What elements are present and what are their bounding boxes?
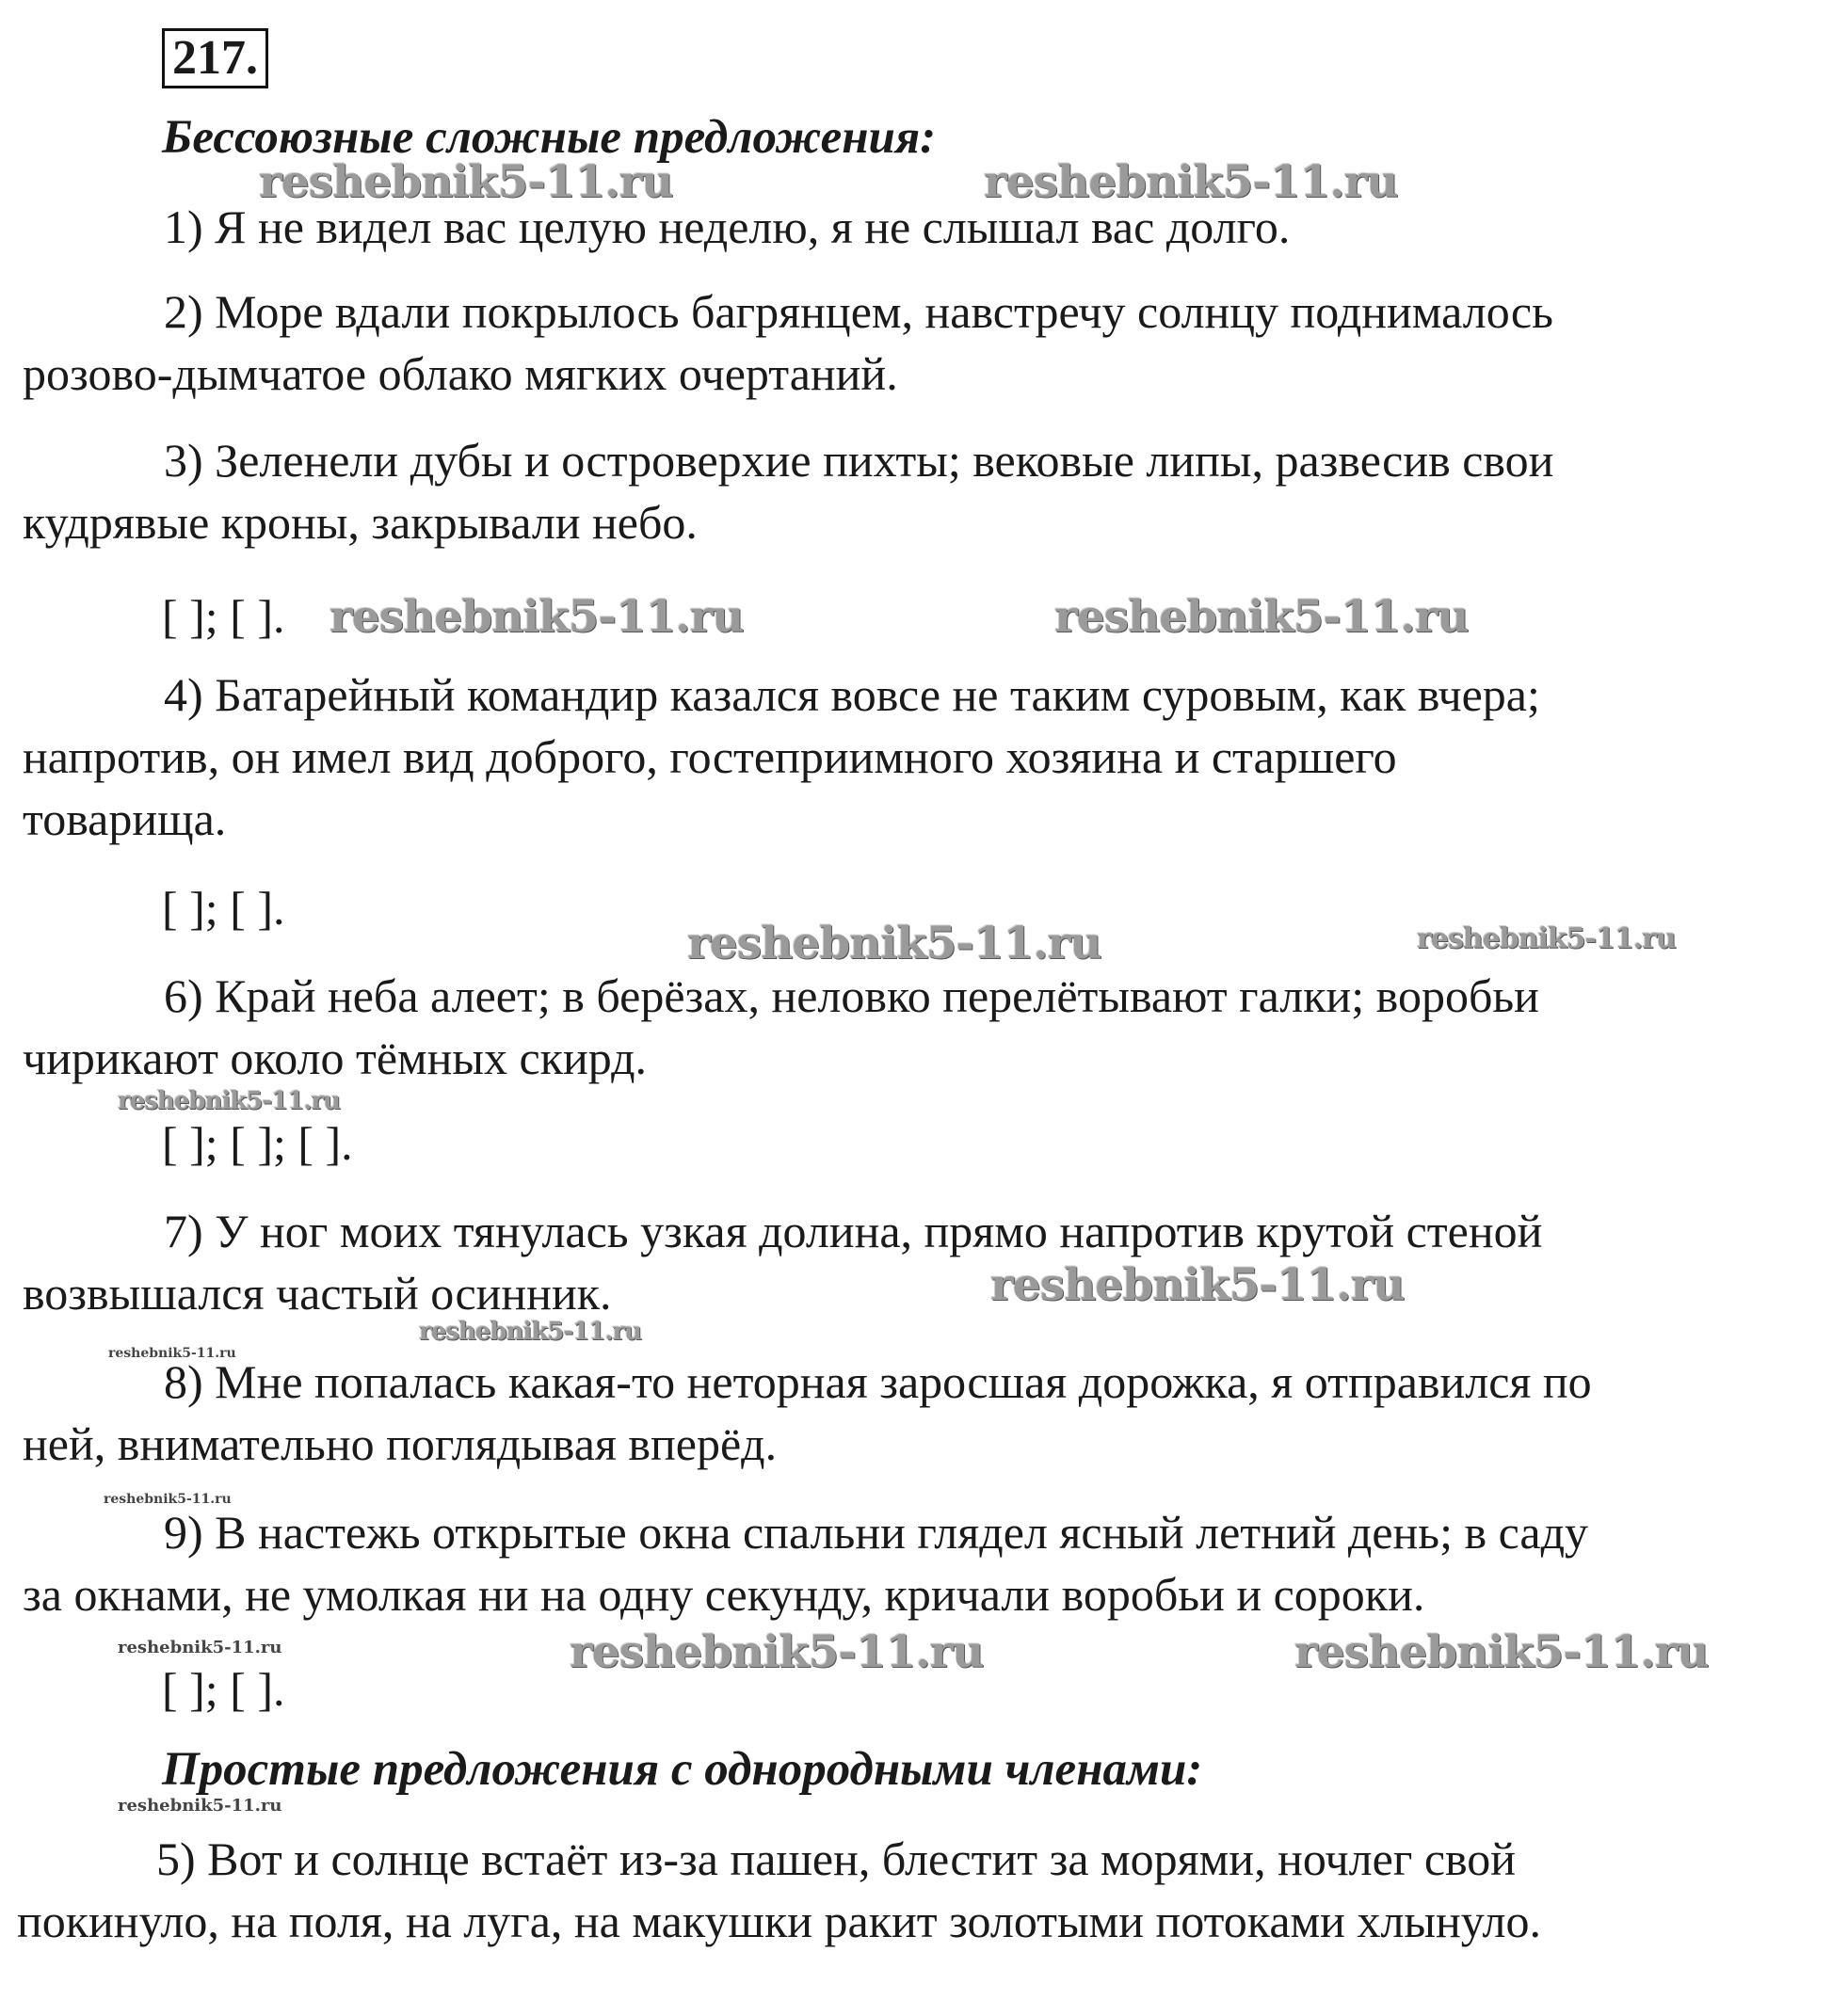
scheme-6: [ ]; [ ]; [ ].	[162, 1117, 353, 1170]
watermark: reshebnik5-11.ru	[984, 156, 1398, 208]
sentence-1: 1) Я не видел вас целую неделю, я не слышал вас долго.	[164, 200, 1291, 253]
sentence-3: 3) Зеленели дубы и островерхие пихты; вековые липы, развесив свои кудрявые кроны, закрывали небо.	[23, 434, 1554, 549]
heading-asyndetic-sentences: Бессоюзные сложные предложения:	[162, 111, 937, 164]
watermark: reshebnik5-11.ru	[1294, 1626, 1709, 1678]
watermark: reshebnik5-11.ru	[990, 1259, 1405, 1311]
watermark: reshebnik5-11.ru	[108, 1346, 236, 1361]
scheme-4: [ ]; [ ].	[162, 882, 285, 935]
watermark: reshebnik5-11.ru	[1054, 591, 1469, 643]
sentence-8: 8) Мне попалась какая-то неторная заросшая дорожка, я отправился по ней, внимательно поглядывая вперёд.	[23, 1355, 1592, 1470]
watermark: reshebnik5-11.ru	[687, 918, 1101, 969]
scheme-9: [ ]; [ ].	[162, 1663, 285, 1716]
sentence-7: 7) У ног моих тянулась узкая долина, прямо напротив крутой стеной возвышался частый осинник.	[23, 1205, 1543, 1320]
sentence-9: 9) В настежь открытые окна спальни глядел ясный летний день; в саду за окнами, не умолкая ни на одну секунду, кричали воробьи и сороки.	[23, 1506, 1589, 1621]
sentence-4: 4) Батарейный командир казался вовсе не таким суровым, как вчера; напротив, он имел вид доброго, гостеприимного хозяина и старшего товарища.	[23, 668, 1540, 845]
watermark: reshebnik5-11.ru	[570, 1626, 984, 1678]
watermark: reshebnik5-11.ru	[329, 591, 744, 643]
heading-simple-sentences: Простые предложения с однородными членами:	[162, 1743, 1203, 1796]
watermark: reshebnik5-11.ru	[118, 1638, 282, 1657]
sentence-2: 2) Море вдали покрылось багрянцем, навстречу солнцу поднималось розово-дымчатое облако мягких очертаний.	[23, 285, 1553, 400]
sentence-5: 5) Вот и солнце встаёт из-за пашен, блестит за морями, ночлег свой покинуло, на поля, на луга, на макушки ракит золотыми потоками хлынуло.	[17, 1832, 1541, 1947]
scheme-3: [ ]; [ ].	[162, 590, 285, 643]
exercise-number: 217.	[162, 28, 268, 88]
watermark: reshebnik5-11.ru	[118, 1087, 341, 1115]
watermark: reshebnik5-11.ru	[419, 1318, 642, 1346]
watermark: reshebnik5-11.ru	[104, 1492, 232, 1507]
watermark: reshebnik5-11.ru	[1417, 922, 1676, 955]
sentence-6: 6) Край неба алеет; в берёзах, неловко перелётывают галки; воробьи чирикают около тёмных скирд.	[23, 969, 1539, 1084]
watermark: reshebnik5-11.ru	[259, 156, 673, 208]
watermark: reshebnik5-11.ru	[118, 1796, 282, 1816]
